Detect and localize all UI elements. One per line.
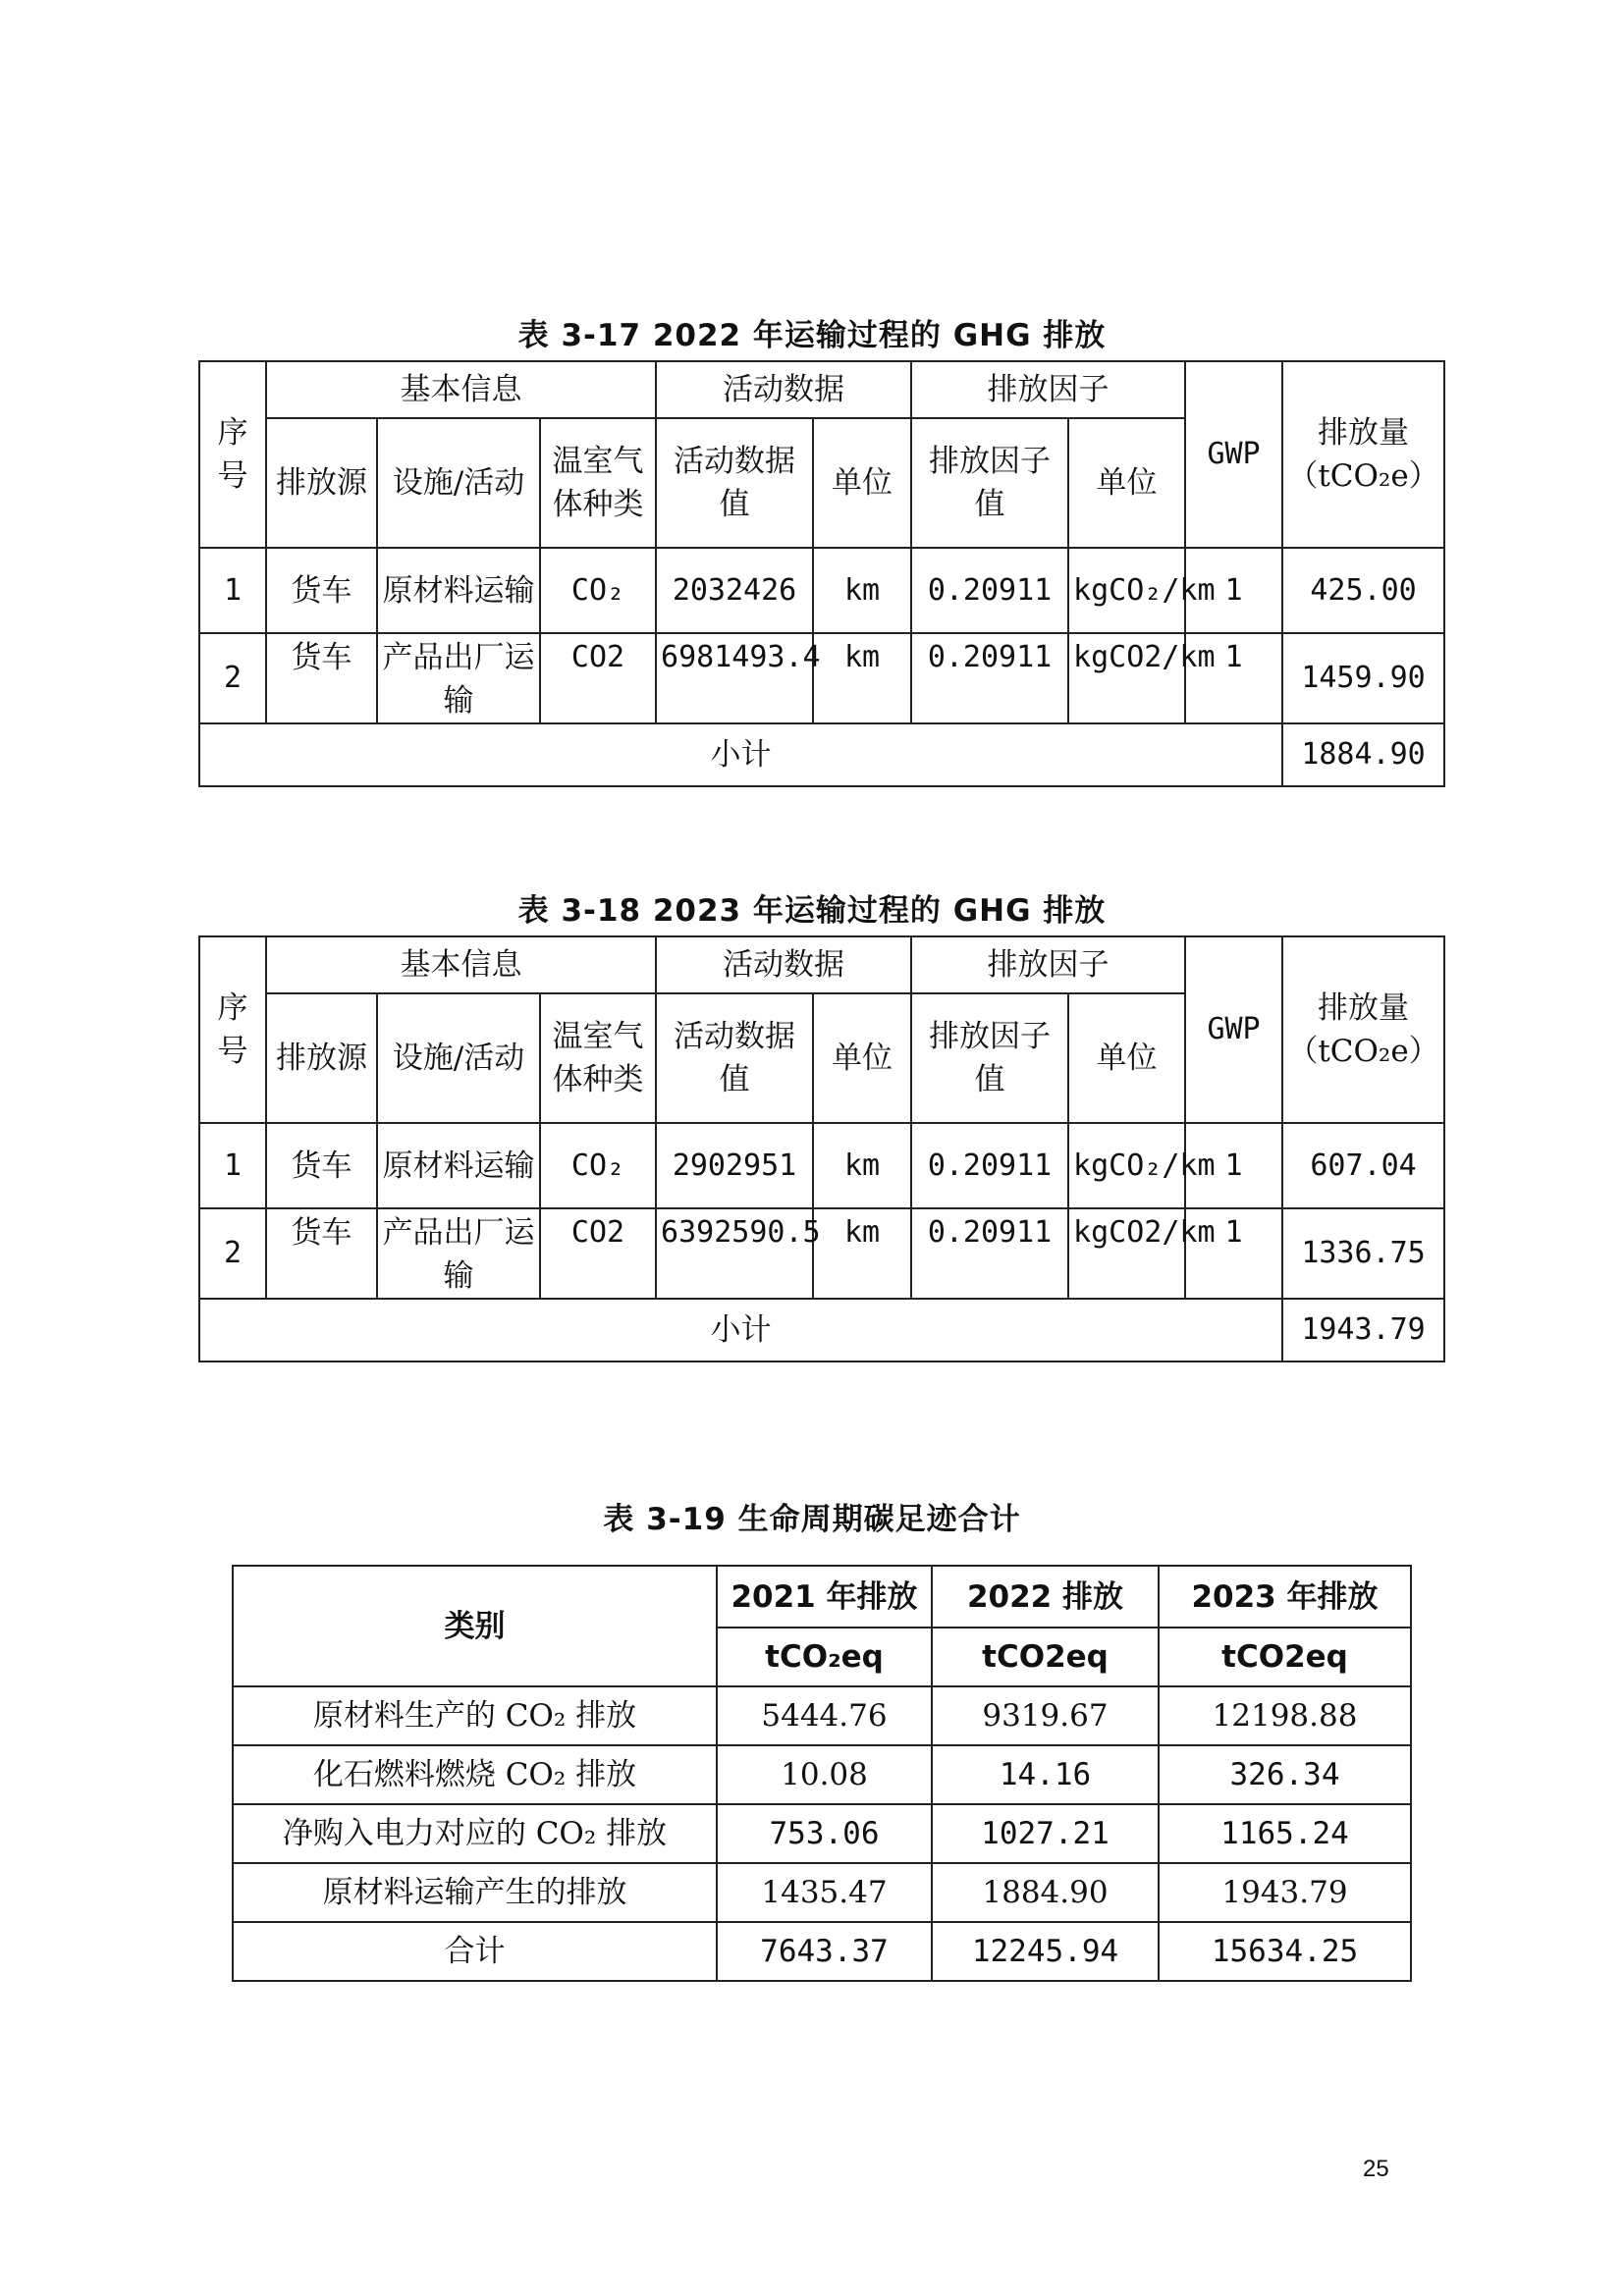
- table-18: [198, 935, 1445, 1362]
- row-gas: CO₂: [540, 548, 656, 633]
- row-emission: 607.04: [1282, 1123, 1444, 1208]
- row-factor-value: 0.20911: [911, 633, 1068, 723]
- header-activity-unit: 单位: [813, 418, 911, 548]
- header-gas: 温室气体种类: [540, 993, 656, 1123]
- row-facility: 原材料运输: [377, 1123, 540, 1208]
- header-seq: 序号: [199, 936, 266, 1123]
- table-row: [233, 1745, 1411, 1804]
- header-gas: 温室气体种类: [540, 418, 656, 548]
- row-label: 原材料生产的 CO₂ 排放: [233, 1686, 717, 1745]
- row-label: 化石燃料燃烧 CO₂ 排放: [233, 1745, 717, 1804]
- row-emission: 1336.75: [1282, 1208, 1444, 1299]
- row-value-2022: 1884.90: [932, 1863, 1159, 1922]
- row-source: 货车: [266, 1123, 377, 1208]
- row-value-2023: 326.34: [1159, 1745, 1411, 1804]
- row-activity-unit: km: [813, 1123, 911, 1208]
- header-source: 排放源: [266, 993, 377, 1123]
- header-emission-factor: 排放因子: [911, 936, 1185, 993]
- row-value-2021: 753.06: [717, 1804, 932, 1863]
- row-value-2023: 1943.79: [1159, 1863, 1411, 1922]
- table-19: [232, 1565, 1412, 1982]
- header-factor-unit: 单位: [1068, 418, 1185, 548]
- header-source: 排放源: [266, 418, 377, 548]
- header-activity-value: 活动数据值: [656, 993, 813, 1123]
- table-row-total: [233, 1922, 1411, 1981]
- row-value-2023: 1165.24: [1159, 1804, 1411, 1863]
- header-activity-data: 活动数据: [656, 361, 911, 418]
- header-emission-factor: 排放因子: [911, 361, 1185, 418]
- row-facility: 产品出厂运输: [377, 1208, 540, 1299]
- header-basic-info: 基本信息: [266, 361, 656, 418]
- row-emission: 1459.90: [1282, 633, 1444, 723]
- header-facility: 设施/活动: [377, 993, 540, 1123]
- row-activity-value: 6392590.5: [656, 1208, 813, 1299]
- header-factor-unit: 单位: [1068, 993, 1185, 1123]
- table-row: [233, 1863, 1411, 1922]
- header-emission: 排放量（tCO₂e）: [1282, 936, 1444, 1123]
- header-gwp: GWP: [1185, 936, 1282, 1123]
- row-factor-unit: kgCO2/km: [1068, 633, 1185, 723]
- header-seq: 序号: [199, 361, 266, 548]
- row-source: 货车: [266, 1208, 377, 1299]
- table-row: [199, 633, 1444, 723]
- header-gwp: GWP: [1185, 361, 1282, 548]
- row-source: 货车: [266, 548, 377, 633]
- row-seq: 2: [199, 1208, 266, 1299]
- header-category: 类别: [233, 1566, 717, 1686]
- row-seq: 1: [199, 548, 266, 633]
- row-gas: CO2: [540, 633, 656, 723]
- header-2023: 2023 年排放: [1159, 1566, 1411, 1628]
- table-row: [199, 1208, 1444, 1299]
- row-label: 合计: [233, 1922, 717, 1981]
- header-factor-value: 排放因子值: [911, 418, 1068, 548]
- header-emission: 排放量（tCO₂e）: [1282, 361, 1444, 548]
- table-row: [233, 1804, 1411, 1863]
- row-value-2022: 9319.67: [932, 1686, 1159, 1745]
- row-label: 净购入电力对应的 CO₂ 排放: [233, 1804, 717, 1863]
- row-value-2021: 5444.76: [717, 1686, 932, 1745]
- row-activity-unit: km: [813, 633, 911, 723]
- table-row: [199, 548, 1444, 633]
- row-value-2023: 15634.25: [1159, 1922, 1411, 1981]
- row-emission: 425.00: [1282, 548, 1444, 633]
- page-number: 25: [1363, 2156, 1389, 2182]
- row-facility: 产品出厂运输: [377, 633, 540, 723]
- row-gwp: 1: [1185, 1123, 1282, 1208]
- header-activity-value: 活动数据值: [656, 418, 813, 548]
- row-gwp: 1: [1185, 548, 1282, 633]
- table-row: [233, 1686, 1411, 1745]
- row-activity-value: 2032426: [656, 548, 813, 633]
- header-2022: 2022 排放: [932, 1566, 1159, 1628]
- header-facility: 设施/活动: [377, 418, 540, 548]
- row-value-2021: 7643.37: [717, 1922, 932, 1981]
- row-facility: 原材料运输: [377, 548, 540, 633]
- row-activity-unit: km: [813, 548, 911, 633]
- row-value-2022: 12245.94: [932, 1922, 1159, 1981]
- subtotal-label: 小计: [199, 723, 1282, 786]
- row-value-2023: 12198.88: [1159, 1686, 1411, 1745]
- row-value-2022: 14.16: [932, 1745, 1159, 1804]
- row-value-2022: 1027.21: [932, 1804, 1159, 1863]
- table-19-caption: 表 3-19 生命周期碳足迹合计: [603, 1502, 1021, 1537]
- header-activity-data: 活动数据: [656, 936, 911, 993]
- table-17-caption: 表 3-17 2022 年运输过程的 GHG 排放: [517, 318, 1107, 353]
- unit-2023: tCO2eq: [1159, 1628, 1411, 1686]
- subtotal-label: 小计: [199, 1299, 1282, 1362]
- row-activity-value: 2902951: [656, 1123, 813, 1208]
- row-seq: 1: [199, 1123, 266, 1208]
- table-18-caption: 表 3-18 2023 年运输过程的 GHG 排放: [517, 893, 1107, 929]
- subtotal-value: 1943.79: [1282, 1299, 1444, 1362]
- row-factor-value: 0.20911: [911, 548, 1068, 633]
- row-factor-value: 0.20911: [911, 1208, 1068, 1299]
- row-value-2021: 10.08: [717, 1745, 932, 1804]
- row-gas: CO2: [540, 1208, 656, 1299]
- header-activity-unit: 单位: [813, 993, 911, 1123]
- row-factor-unit: kgCO2/km: [1068, 1208, 1185, 1299]
- header-2021: 2021 年排放: [717, 1566, 932, 1628]
- row-gwp: 1: [1185, 1208, 1282, 1299]
- subtotal-value: 1884.90: [1282, 723, 1444, 786]
- unit-2021: tCO₂eq: [717, 1628, 932, 1686]
- row-activity-unit: km: [813, 1208, 911, 1299]
- table-row: [199, 1123, 1444, 1208]
- row-factor-unit: kgCO₂/km: [1068, 548, 1185, 633]
- row-source: 货车: [266, 633, 377, 723]
- table-17: [198, 360, 1445, 787]
- row-label: 原材料运输产生的排放: [233, 1863, 717, 1922]
- row-activity-value: 6981493.4: [656, 633, 813, 723]
- row-factor-value: 0.20911: [911, 1123, 1068, 1208]
- row-gas: CO₂: [540, 1123, 656, 1208]
- row-seq: 2: [199, 633, 266, 723]
- header-factor-value: 排放因子值: [911, 993, 1068, 1123]
- unit-2022: tCO2eq: [932, 1628, 1159, 1686]
- row-factor-unit: kgCO₂/km: [1068, 1123, 1185, 1208]
- row-gwp: 1: [1185, 633, 1282, 723]
- header-basic-info: 基本信息: [266, 936, 656, 993]
- row-value-2021: 1435.47: [717, 1863, 932, 1922]
